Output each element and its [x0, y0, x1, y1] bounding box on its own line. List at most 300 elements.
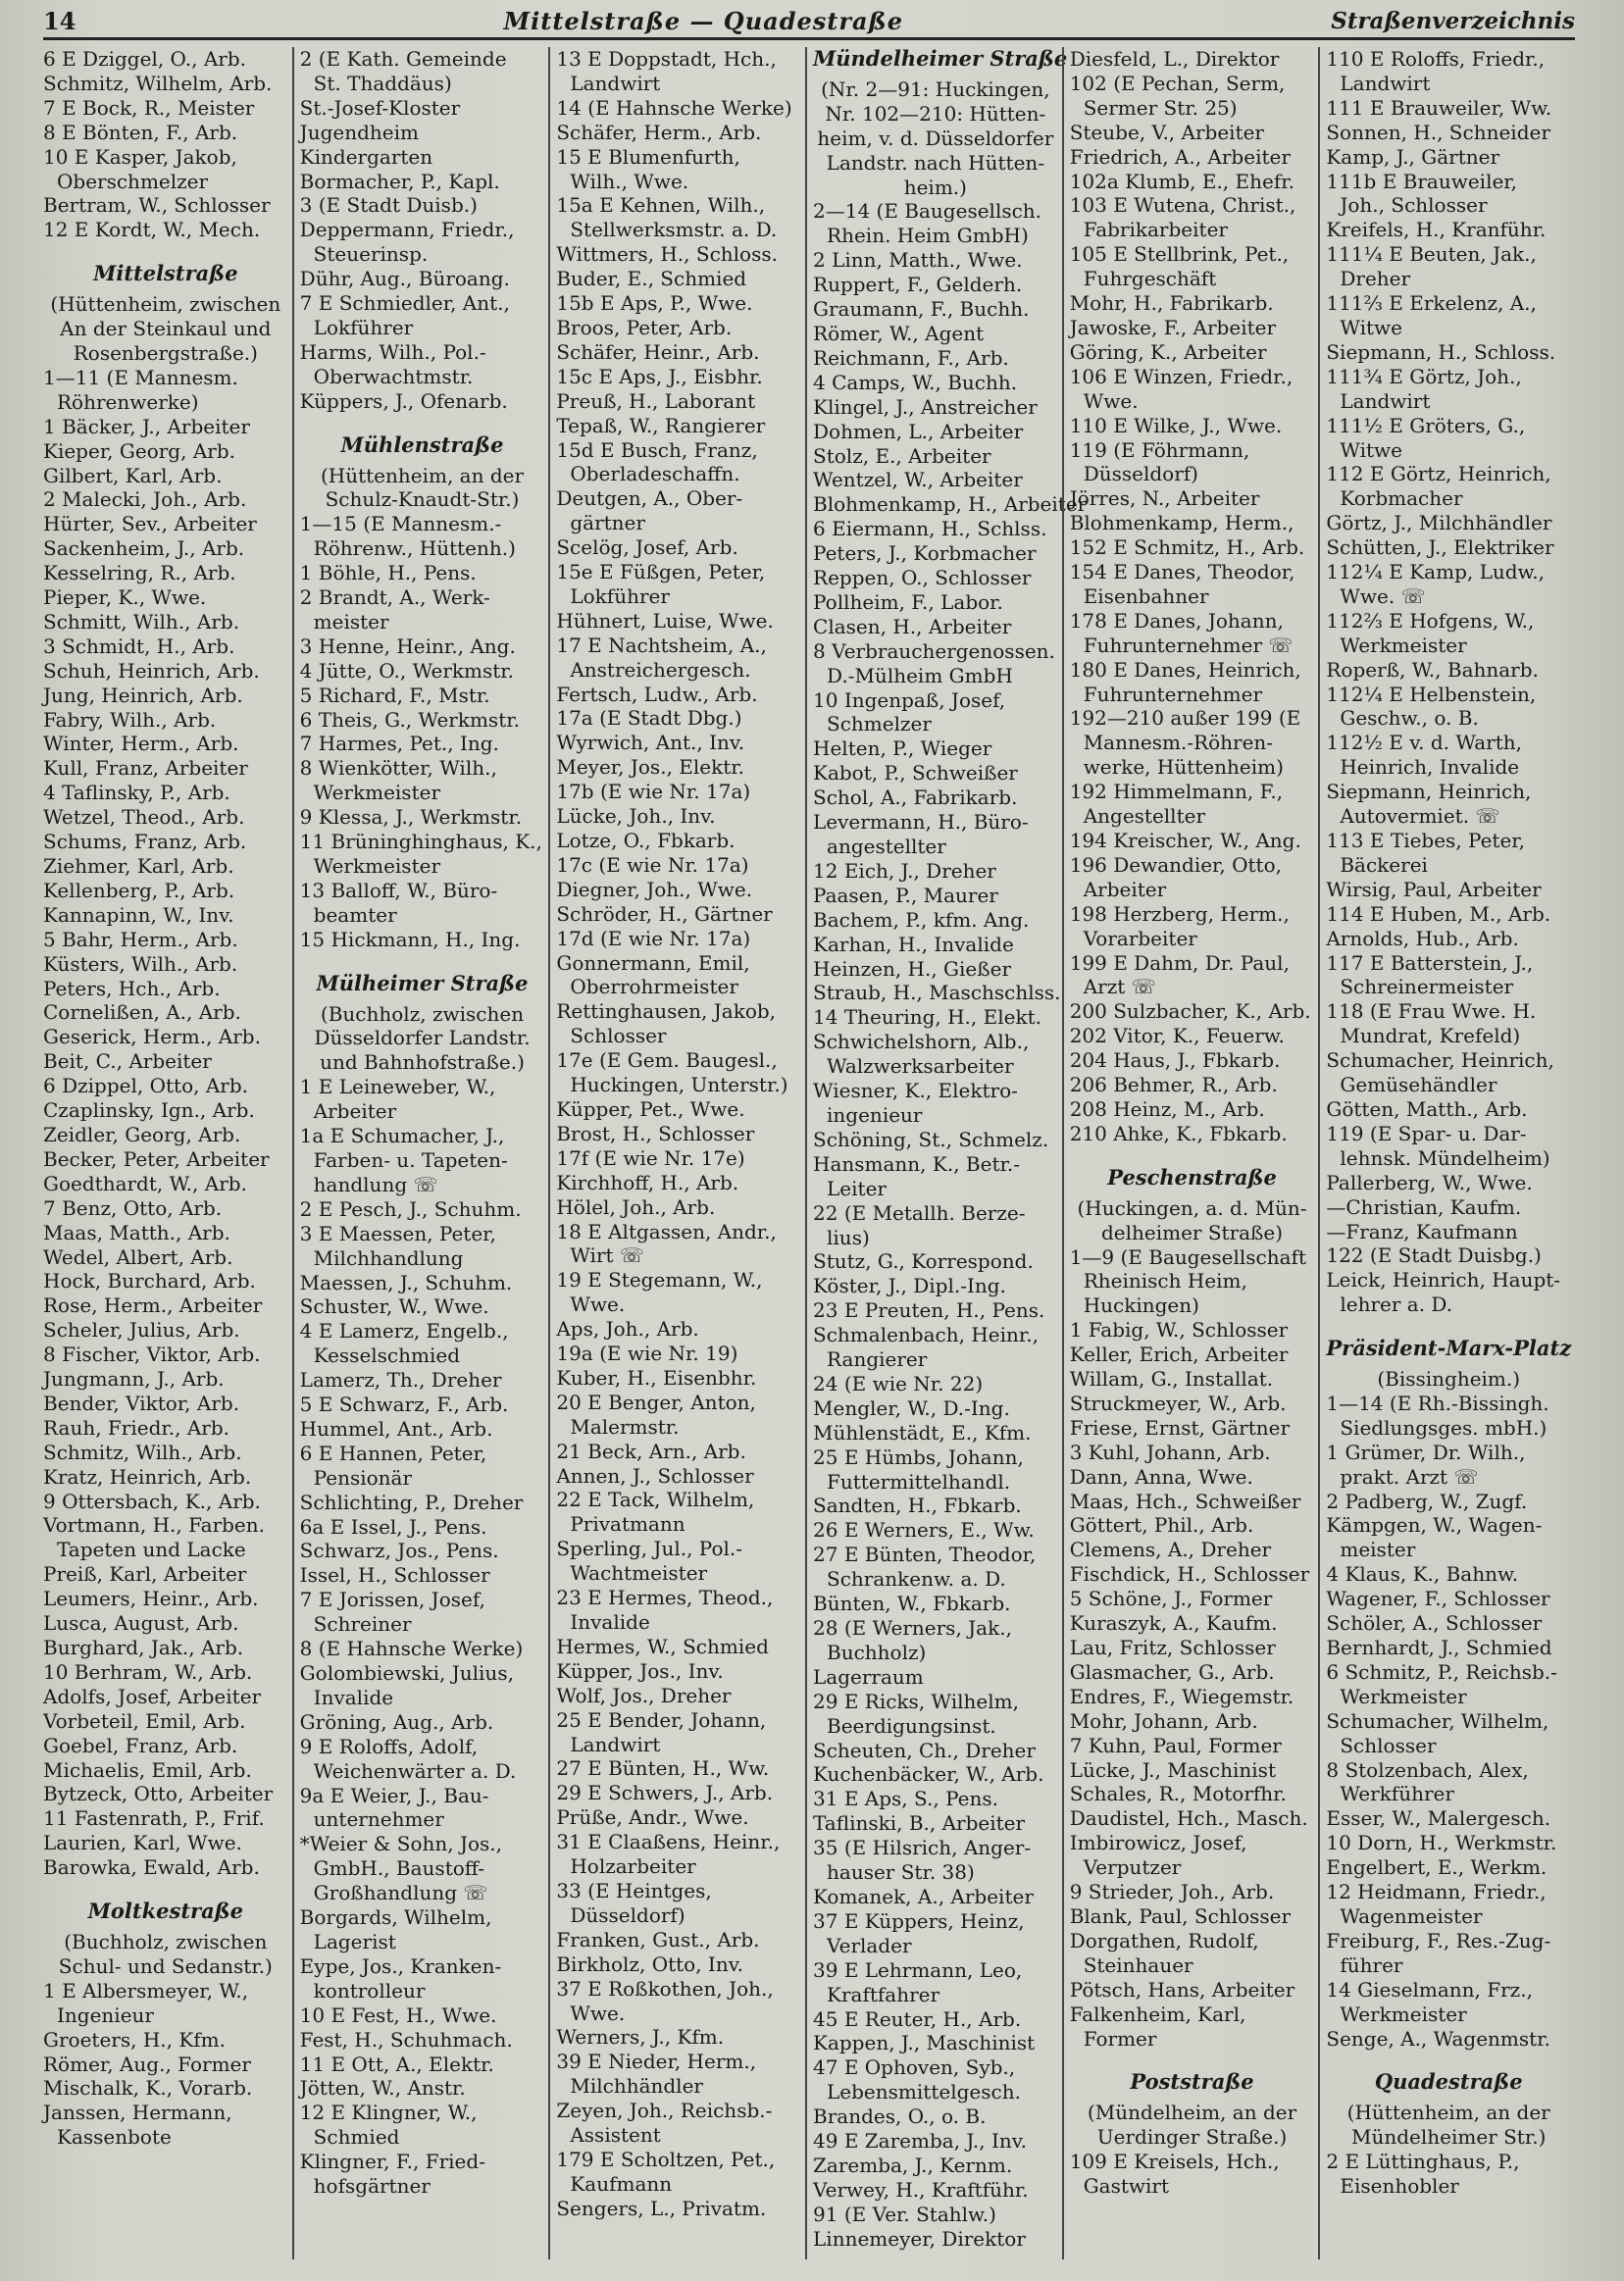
- street-heading: Peschenstraße: [1107, 1164, 1277, 1190]
- entry-line: Leick, Heinrich, Haupt-: [1326, 1268, 1561, 1293]
- entry-line: 15a E Kehnen, Wilh.,: [556, 193, 766, 218]
- entry-line: 10 Ingenpaß, Josef,: [813, 687, 1006, 712]
- entry-line: Reppen, O., Schlosser: [813, 566, 1032, 590]
- entry-line: Imbirowicz, Josef,: [1069, 1831, 1247, 1855]
- entry-line: Heinzen, H., Gießer: [813, 956, 1012, 981]
- entry-line: 1—14 (E Rh.-Bissingh.: [1326, 1391, 1549, 1415]
- entry-line: Aps, Joh., Arb.: [556, 1317, 699, 1342]
- entry-line: Graumann, F., Buchh.: [813, 297, 1030, 322]
- entry-line: 3 (E Stadt Duisb.): [299, 193, 478, 218]
- entry-line: Schmitt, Wilh., Arb.: [43, 609, 240, 634]
- entry-line: 204 Haus, J., Fbkarb.: [1069, 1048, 1281, 1073]
- entry-continuation: Röhrenw., Hüttenh.): [313, 536, 516, 561]
- entry-line: Lau, Fritz, Schlosser: [1069, 1636, 1276, 1659]
- entry-line: 12 Eich, J., Dreher: [813, 858, 996, 883]
- entry-continuation: Verlader: [827, 1933, 912, 1957]
- entry-line: 11 E Ott, A., Elektr.: [299, 2052, 494, 2076]
- entry-line: Issel, H., Schlosser: [299, 1563, 490, 1588]
- entry-line: Eype, Jos., Kranken-: [299, 1953, 502, 1978]
- entry-continuation: Lebensmittelgesch.: [827, 2080, 1021, 2104]
- entry-line: Fertsch, Ludw., Arb.: [556, 682, 758, 706]
- entry-line: Struckmeyer, W., Arb.: [1069, 1391, 1287, 1415]
- entry-line: Blohmenkamp, H., Arbeiter: [813, 492, 1088, 517]
- entry-line: 25 E Bender, Johann,: [556, 1707, 767, 1732]
- entry-line: Siepmann, H., Schloss.: [1326, 339, 1556, 364]
- entry-line: 206 Behmer, R., Arb.: [1069, 1073, 1278, 1097]
- entry-line: 180 E Danes, Heinrich,: [1069, 657, 1301, 682]
- entry-line: 11 Brüninghinghaus, K.,: [299, 830, 542, 854]
- entry-line: Stolz, E., Arbeiter: [813, 443, 991, 468]
- entry-line: 10 E Fest, H., Wwe.: [299, 2002, 497, 2027]
- entry-line: Jötten, W., Anstr.: [299, 2076, 466, 2101]
- entry-line: 29 E Ricks, Wilhelm,: [813, 1689, 1019, 1713]
- entry-line: Laurien, Karl, Wwe.: [43, 1831, 242, 1855]
- entry-line: 198 Herzberg, Herm.,: [1069, 901, 1290, 926]
- entry-line: 10 Berhram, W., Arb.: [43, 1659, 253, 1684]
- entry-continuation: Schreiner: [313, 1612, 412, 1637]
- entry-line: 4 E Lamerz, Engelb.,: [299, 1319, 509, 1343]
- entry-line: 7 Benz, Otto, Arb.: [43, 1195, 223, 1220]
- entry-continuation: Tapeten und Lacke: [57, 1538, 246, 1562]
- entry-line: 31 E Claaßens, Heinr.,: [556, 1830, 781, 1854]
- entry-continuation: lius): [827, 1225, 870, 1249]
- entry-line: Buder, E., Schmied: [556, 267, 747, 291]
- entry-line: Mühlenstädt, E., Kfm.: [813, 1420, 1032, 1445]
- entry-continuation: Lokführer: [313, 315, 414, 339]
- entry-line: Birkholz, Otto, Inv.: [556, 1952, 743, 1976]
- entry-continuation: St. Thaddäus): [313, 71, 452, 95]
- entry-line: Goedthardt, W., Arb.: [43, 1171, 247, 1195]
- entry-continuation: Privatmann: [570, 1512, 685, 1537]
- entry-line: Lücke, Joh., Inv.: [556, 804, 716, 829]
- entry-line: Preiß, Karl, Arbeiter: [43, 1562, 247, 1587]
- entry-line: Klingner, F., Fried-: [299, 2150, 485, 2174]
- entry-line: Wetzel, Theod., Arb.: [43, 805, 245, 830]
- entry-line: Glasmacher, G., Arb.: [1069, 1659, 1275, 1684]
- entry-line: 1—9 (E Baugesellschaft: [1069, 1244, 1306, 1269]
- section-title: Straßenverzeichnis: [1331, 7, 1575, 34]
- entry-line: Jörres, N., Arbeiter: [1069, 486, 1260, 511]
- entry-line: Komanek, A., Arbeiter: [813, 1884, 1034, 1908]
- street-description: (Bissingheim.): [1377, 1367, 1521, 1392]
- page-number: 14: [43, 6, 76, 35]
- entry-line: 4 Jütte, O., Werkmstr.: [299, 658, 515, 683]
- entry-line: Janssen, Hermann,: [43, 2101, 232, 2125]
- street-heading: Mündelheimer Straße: [813, 46, 1068, 71]
- entry-line: 179 E Scholtzen, Pet.,: [556, 2147, 776, 2171]
- entry-line: 3 E Maessen, Peter,: [299, 1221, 496, 1245]
- entry-line: 2 Linn, Matth., Wwe.: [813, 248, 1023, 273]
- entry-continuation: Wwe.: [1083, 388, 1139, 413]
- entry-line: 2 (E Kath. Gemeinde: [299, 47, 507, 71]
- entry-continuation: Werkmeister: [1340, 1684, 1467, 1708]
- entry-line: 17e (E Gem. Baugesl.,: [556, 1048, 778, 1073]
- entry-line: Engelbert, E., Werkm.: [1326, 1855, 1548, 1880]
- entry-line: Wolf, Jos., Dreher: [556, 1683, 732, 1707]
- entry-line: 9 Klessa, J., Werkmstr.: [299, 805, 523, 830]
- entry-line: Kuber, H., Eisenbhr.: [556, 1365, 757, 1390]
- entry-line: Levermann, H., Büro-: [813, 810, 1029, 835]
- entry-continuation: Mannesm.-Röhren-: [1083, 731, 1274, 755]
- entry-continuation: lehrer a. D.: [1340, 1293, 1453, 1317]
- entry-line: Römer, Aug., Former: [43, 2052, 251, 2076]
- entry-line: 2 Malecki, Joh., Arb.: [43, 487, 247, 512]
- entry-line: 7 E Bock, R., Meister: [43, 95, 255, 120]
- entry-line: Cornelißen, A., Arb.: [43, 1000, 241, 1025]
- entry-line: Küpper, Pet., Wwe.: [556, 1096, 745, 1121]
- entry-continuation: Schmied: [313, 2125, 400, 2150]
- entry-line: Jung, Heinrich, Arb.: [43, 683, 243, 707]
- entry-line: Peters, J., Korbmacher: [813, 541, 1037, 566]
- entry-line: Czaplinsky, Ign., Arb.: [43, 1098, 255, 1123]
- entry-line: 194 Kreischer, W., Ang.: [1069, 829, 1301, 852]
- entry-line: Göring, K., Arbeiter: [1069, 339, 1267, 364]
- entry-continuation: Kaufmann: [570, 2171, 673, 2196]
- entry-line: 23 E Hermes, Theod.,: [556, 1586, 774, 1610]
- entry-line: 12 Heidmann, Friedr.,: [1326, 1880, 1547, 1904]
- entry-line: Schol, A., Fabrikarb.: [813, 786, 1018, 810]
- entry-line: Maas, Hch., Schweißer: [1069, 1489, 1301, 1513]
- entry-continuation: Autovermiet. ☏: [1340, 804, 1500, 829]
- column-1: [43, 47, 292, 2259]
- entry-line: 210 Ahke, K., Fbkarb.: [1069, 1121, 1288, 1145]
- entry-line: Rauh, Friedr., Arb.: [43, 1415, 229, 1440]
- entry-line: Sandten, H., Fbkarb.: [813, 1494, 1022, 1518]
- entry-continuation: Korbmacher: [1340, 486, 1463, 511]
- entry-line: Winter, Herm., Arb.: [43, 732, 239, 756]
- entry-continuation: lehnsk. Mündelheim): [1340, 1145, 1550, 1170]
- entry-line: Köster, J., Dipl.-Ing.: [813, 1274, 1006, 1298]
- entry-line: 14 (E Hahnsche Werke): [556, 95, 792, 120]
- entry-line: 17a (E Stadt Dbg.): [556, 706, 742, 731]
- entry-line: Kannapinn, W., Inv.: [43, 902, 234, 927]
- entry-continuation: kontrolleur: [313, 1978, 426, 2002]
- entry-line: Küsters, Wilh., Arb.: [43, 951, 238, 976]
- entry-line: 6 Dzippel, Otto, Arb.: [43, 1074, 248, 1098]
- entry-line: Pallerberg, W., Wwe.: [1326, 1170, 1533, 1194]
- entry-line: 10 Dorn, H., Werkmstr.: [1326, 1831, 1557, 1855]
- entry-continuation: Invalide: [570, 1610, 650, 1634]
- entry-line: Brost, H., Schlosser: [556, 1121, 755, 1145]
- street-description: (Buchholz, zwischen: [320, 1001, 525, 1026]
- entry-line: 13 E Doppstadt, Hch.,: [556, 47, 777, 71]
- entry-line: Schäfer, Herm., Arb.: [556, 120, 762, 144]
- entry-line: Clasen, H., Arbeiter: [813, 614, 1012, 638]
- entry-line: Annen, J., Schlosser: [556, 1463, 754, 1488]
- entry-continuation: Anstreichergesch.: [570, 657, 751, 682]
- entry-continuation: meister: [313, 609, 389, 634]
- entry-line: 3 Henne, Heinr., Ang.: [299, 634, 516, 658]
- entry-line: Dühr, Aug., Büroang.: [299, 267, 510, 291]
- entry-line: Hölel, Joh., Arb.: [556, 1194, 716, 1219]
- entry-continuation: Arbeiter: [1083, 877, 1167, 901]
- entry-line: 110 E Wilke, J., Wwe.: [1069, 413, 1283, 437]
- entry-line: 9 Strieder, Joh., Arb.: [1069, 1880, 1275, 1904]
- entry-line: Zeidler, Georg, Arb.: [43, 1122, 241, 1146]
- entry-line: Peters, Hch., Arb.: [43, 976, 221, 1000]
- entry-line: Borgards, Wilhelm,: [299, 1905, 492, 1930]
- entry-line: 12 E Klingner, W.,: [299, 2101, 478, 2125]
- entry-line: 1 Fabig, W., Schlosser: [1069, 1318, 1289, 1343]
- entry-line: Broos, Peter, Arb.: [556, 315, 733, 339]
- entry-line: Schöning, St., Schmelz.: [813, 1127, 1049, 1151]
- entry-continuation: Stellwerksmstr. a. D.: [570, 218, 778, 242]
- entry-line: Prüße, Andr., Wwe.: [556, 1805, 749, 1830]
- entry-line: Meyer, Jos., Elektr.: [556, 755, 744, 780]
- entry-continuation: Wwe.: [570, 1293, 626, 1317]
- entry-line: 20 E Benger, Anton,: [556, 1390, 756, 1414]
- entry-continuation: Großhandlung ☏: [313, 1881, 488, 1905]
- entry-line: Linnemeyer, Direktor: [813, 2226, 1026, 2251]
- entry-continuation: Dreher: [1340, 267, 1411, 291]
- entry-continuation: Fuhrunternehmer ☏: [1083, 633, 1294, 657]
- entry-line: Straub, H., Maschschlss.: [813, 981, 1061, 1005]
- entry-line: Bünten, W., Fbkarb.: [813, 1592, 1011, 1616]
- entry-continuation: Farben- u. Tapeten-: [313, 1147, 508, 1172]
- entry-line: Schütten, J., Elektriker: [1326, 535, 1554, 560]
- entry-continuation: Verputzer: [1083, 1855, 1182, 1880]
- column-6: [1318, 47, 1575, 2259]
- entry-line: 192—210 außer 199 (E: [1069, 706, 1301, 731]
- entry-continuation: Bäckerei: [1340, 852, 1428, 877]
- entry-continuation: Former: [1083, 2026, 1157, 2051]
- entry-continuation: Assistent: [570, 2123, 661, 2148]
- entry-line: Esser, W., Malergesch.: [1326, 1806, 1551, 1831]
- entry-line: 202 Vitor, K., Feuerw.: [1069, 1024, 1285, 1048]
- entry-line: 1—11 (E Mannesm.: [43, 365, 238, 389]
- street-description: Nr. 102—210: Hütten-: [825, 101, 1046, 126]
- entry-line: Hock, Burchard, Arb.: [43, 1269, 256, 1293]
- entry-line: Küpper, Jos., Inv.: [556, 1658, 724, 1683]
- entry-line: Wittmers, H., Schloss.: [556, 242, 778, 267]
- entry-line: 199 E Dahm, Dr. Paul,: [1069, 950, 1290, 975]
- entry-line: Blank, Paul, Schlosser: [1069, 1903, 1292, 1928]
- entry-continuation: Wachtmeister: [570, 1561, 708, 1586]
- entry-line: 17c (E wie Nr. 17a): [556, 852, 749, 877]
- entry-continuation: Rheinisch Heim,: [1083, 1269, 1247, 1293]
- entry-continuation: meister: [1340, 1538, 1416, 1562]
- street-description: Düsseldorfer Landstr.: [314, 1026, 531, 1050]
- entry-continuation: Angestellter: [1083, 804, 1206, 829]
- entry-line: Beit, C., Arbeiter: [43, 1049, 212, 1074]
- entry-line: Schuh, Heinrich, Arb.: [43, 658, 260, 683]
- entry-line: 152 E Schmitz, H., Arb.: [1069, 535, 1305, 560]
- entry-line: Michaelis, Emil, Arb.: [43, 1757, 252, 1782]
- street-description: (Mündelheim, an der: [1087, 2101, 1297, 2125]
- entry-line: 8 (E Hahnsche Werke): [299, 1637, 524, 1661]
- entry-line: Schales, R., Motorfhr.: [1069, 1782, 1287, 1806]
- street-description: Schulz-Knaudt-Str.): [325, 487, 520, 512]
- entry-line: 33 (E Heintges,: [556, 1878, 712, 1902]
- entry-continuation: handlung ☏: [313, 1172, 438, 1196]
- entry-line: 27 E Bünten, H., Ww.: [556, 1756, 770, 1781]
- entry-line: Schröder, H., Gärtner: [556, 901, 773, 926]
- entry-line: Wirsig, Paul, Arbeiter: [1326, 877, 1542, 901]
- entry-line: 31 E Aps, S., Pens.: [813, 1787, 998, 1811]
- entry-line: 47 E Ophoven, Syb.,: [813, 2055, 1016, 2080]
- entry-continuation: ingenieur: [827, 1102, 923, 1127]
- entry-continuation: Düsseldorf): [1083, 462, 1198, 486]
- entry-continuation: Schmelzer: [827, 712, 932, 736]
- street-description: (Buchholz, zwischen: [64, 1929, 268, 1953]
- entry-line: 109 E Kreisels, Hch.,: [1069, 2150, 1280, 2174]
- entry-continuation: Buchholz): [827, 1640, 927, 1664]
- entry-continuation: Röhrenwerke): [57, 389, 199, 414]
- entry-line: 119 (E Spar- u. Dar-: [1326, 1121, 1527, 1145]
- entry-line: Görtz, J., Milchhändler: [1326, 511, 1552, 535]
- entry-line: Stutz, G., Korrespond.: [813, 1249, 1034, 1274]
- entry-line: Wentzel, W., Arbeiter: [813, 468, 1023, 492]
- entry-line: 19a (E wie Nr. 19): [556, 1342, 738, 1366]
- entry-line: 3 Kuhl, Johann, Arb.: [1069, 1440, 1271, 1464]
- entry-line: 8 Wienkötter, Wilh.,: [299, 756, 497, 781]
- entry-line: 19 E Stegemann, W.,: [556, 1268, 763, 1293]
- entry-line: Diesfeld, L., Direktor: [1069, 47, 1280, 71]
- entry-line: Daudistel, Hch., Masch.: [1069, 1806, 1308, 1831]
- entry-line: 103 E Wutena, Christ.,: [1069, 193, 1296, 218]
- entry-line: 111⅔ E Erkelenz, A.,: [1326, 291, 1537, 316]
- page-title: Mittelstraße — Quadestraße: [503, 6, 904, 35]
- entry-line: Wagener, F., Schlosser: [1326, 1587, 1550, 1611]
- entry-continuation: Milchhändler: [570, 2074, 703, 2099]
- entry-continuation: Wagenmeister: [1340, 1903, 1483, 1928]
- entry-line: 106 E Winzen, Friedr.,: [1069, 364, 1294, 388]
- street-description: (Huckingen, a. d. Mün-: [1077, 1195, 1307, 1220]
- entry-line: 2 E Lüttinghaus, P.,: [1326, 2150, 1520, 2174]
- entry-continuation: Weichenwärter a. D.: [313, 1758, 517, 1783]
- entry-continuation: Landwirt: [1340, 71, 1431, 95]
- entry-line: 23 E Preuten, H., Pens.: [813, 1298, 1045, 1323]
- column-4: [805, 46, 1088, 2259]
- entry-line: Arnolds, Hub., Arb.: [1326, 926, 1519, 950]
- entry-line: 1 E Albersmeyer, W.,: [43, 1978, 249, 2002]
- entry-continuation: Werkmeister: [313, 854, 441, 878]
- entry-continuation: Werkmeister: [1340, 2002, 1467, 2026]
- entry-line: 5 Schöne, J., Former: [1069, 1587, 1273, 1611]
- entry-line: Kirchhoff, H., Arb.: [556, 1170, 739, 1194]
- entry-continuation: führer: [1340, 1952, 1403, 1977]
- entry-line: Wedel, Albert, Arb.: [43, 1244, 233, 1269]
- entry-line: 15 E Blumenfurth,: [556, 144, 740, 169]
- entry-line: Fabry, Wilh., Arb.: [43, 707, 217, 732]
- entry-line: Fest, H., Schuhmach.: [299, 2027, 513, 2052]
- entry-line: Bernhardt, J., Schmied: [1326, 1636, 1552, 1659]
- entry-line: 192 Himmelmann, F.,: [1069, 780, 1284, 804]
- entry-line: Schuster, W., Wwe.: [299, 1294, 489, 1319]
- entry-continuation: angestellter: [827, 835, 946, 858]
- entry-line: 2—14 (E Baugesellsch.: [813, 199, 1042, 224]
- entry-line: 200 Sulzbacher, K., Arb.: [1069, 999, 1311, 1024]
- entry-line: 17b (E wie Nr. 17a): [556, 780, 751, 804]
- entry-continuation: Steuerinsp.: [313, 242, 429, 267]
- entry-continuation: Beerdigungsinst.: [827, 1713, 996, 1738]
- entry-line: Schmitz, Wilh., Arb.: [43, 1440, 242, 1464]
- entry-continuation: Sermer Str. 25): [1083, 95, 1238, 120]
- entry-line: Scelög, Josef, Arb.: [556, 535, 738, 560]
- entry-continuation: Wwe. ☏: [1340, 583, 1426, 608]
- street-description: Mündelheimer Str.): [1351, 2125, 1547, 2150]
- entry-continuation: beamter: [313, 902, 397, 927]
- entry-line: 8 Verbrauchergenossen.: [813, 638, 1055, 663]
- entry-continuation: Leiter: [827, 1176, 887, 1200]
- entry-line: Paasen, P., Maurer: [813, 883, 998, 907]
- entry-line: Roperß, W., Bahnarb.: [1326, 657, 1539, 682]
- entry-continuation: Wirt ☏: [570, 1243, 644, 1268]
- entry-line: Schwarz, Jos., Pens.: [299, 1539, 499, 1563]
- entry-line: 112⅔ E Hofgens, W.,: [1326, 608, 1535, 633]
- entry-line: 7 Kuhn, Paul, Former: [1069, 1733, 1282, 1757]
- street-heading: Mittelstraße: [93, 261, 238, 286]
- entry-continuation: Oberschmelzer: [57, 169, 209, 193]
- entry-line: 2 Brandt, A., Werk-: [299, 585, 490, 610]
- entry-line: 117 E Batterstein, J.,: [1326, 950, 1534, 975]
- entry-continuation: Milchhandlung: [313, 1245, 464, 1270]
- entry-line: 91 (E Ver. Stahlw.): [813, 2202, 996, 2226]
- entry-line: 1 Grümer, Dr. Wilh.,: [1326, 1440, 1526, 1464]
- column-3: [548, 47, 805, 2259]
- entry-line: —Christian, Kaufm.: [1326, 1194, 1522, 1219]
- entry-line: 208 Heinz, M., Arb.: [1069, 1096, 1265, 1121]
- entry-line: Bertram, W., Schlosser: [43, 193, 271, 218]
- entry-continuation: Huckingen): [1083, 1293, 1199, 1318]
- street-description: (Hüttenheim, zwischen: [50, 292, 281, 317]
- entry-line: 7 Harmes, Pet., Ing.: [299, 732, 499, 756]
- entry-line: 17 E Nachtsheim, A.,: [556, 633, 767, 657]
- entry-line: Schmalenbach, Heinr.,: [813, 1323, 1039, 1347]
- entry-line: Lücke, J., Maschinist: [1069, 1757, 1276, 1782]
- entry-continuation: Landwirt: [1340, 388, 1431, 413]
- entry-line: Sackenheim, J., Arb.: [43, 536, 245, 561]
- entry-line: *Weier & Sohn, Jos.,: [299, 1832, 502, 1856]
- entry-line: Steube, V., Arbeiter: [1069, 120, 1264, 144]
- entry-line: Ruppert, F., Gelderh.: [813, 273, 1023, 297]
- entry-line: Kindergarten: [299, 144, 433, 169]
- entry-line: 6 E Hannen, Peter,: [299, 1441, 487, 1465]
- entry-line: Adolfs, Josef, Arbeiter: [43, 1684, 262, 1708]
- entry-line: 112¼ E Helbenstein,: [1326, 682, 1537, 706]
- entry-line: 1 Böhle, H., Pens.: [299, 561, 477, 585]
- entry-line: Endres, F., Wiegemstr.: [1069, 1684, 1294, 1708]
- entry-continuation: Lagerist: [313, 1929, 396, 1953]
- entry-line: Reichmann, F., Arb.: [813, 345, 1009, 370]
- entry-line: Gonnermann, Emil,: [556, 950, 750, 975]
- entry-line: Zaremba, J., Kernm.: [813, 2153, 1013, 2177]
- entry-line: Pieper, K., Wwe.: [43, 585, 207, 610]
- entry-line: Schwichelshorn, Alb.,: [813, 1030, 1030, 1054]
- street-description: und Bahnhofstraße.): [320, 1050, 525, 1075]
- entry-line: Clemens, A., Dreher: [1069, 1538, 1272, 1562]
- entry-continuation: Pensionär: [313, 1465, 413, 1490]
- entry-continuation: Heinrich, Invalide: [1340, 755, 1520, 780]
- entry-line: St.-Josef-Kloster: [299, 95, 461, 120]
- entry-line: Kratz, Heinrich, Arb.: [43, 1464, 252, 1489]
- entry-continuation: Arbeiter: [313, 1099, 397, 1124]
- entry-line: Preuß, H., Laborant: [556, 388, 756, 413]
- entry-line: 111½ E Gröters, G.,: [1326, 413, 1526, 437]
- entry-line: Keller, Erich, Arbeiter: [1069, 1343, 1289, 1367]
- entry-line: Dorgathen, Rudolf,: [1069, 1928, 1259, 1952]
- entry-line: Sonnen, H., Schneider: [1326, 120, 1550, 144]
- entry-line: 12 E Kordt, W., Mech.: [43, 218, 261, 242]
- entry-line: Verwey, H., Kraftführ.: [813, 2177, 1029, 2202]
- entry-continuation: Schlosser: [570, 1024, 667, 1048]
- entry-line: 105 E Stellbrink, Pet.,: [1069, 242, 1290, 267]
- entry-line: Rettinghausen, Jakob,: [556, 999, 777, 1024]
- entry-continuation: Mundrat, Krefeld): [1340, 1024, 1521, 1048]
- entry-line: Bytzeck, Otto, Arbeiter: [43, 1782, 274, 1806]
- entry-line: 1a E Schumacher, J.,: [299, 1124, 505, 1148]
- entry-line: 7 E Schmiedler, Ant.,: [299, 291, 510, 316]
